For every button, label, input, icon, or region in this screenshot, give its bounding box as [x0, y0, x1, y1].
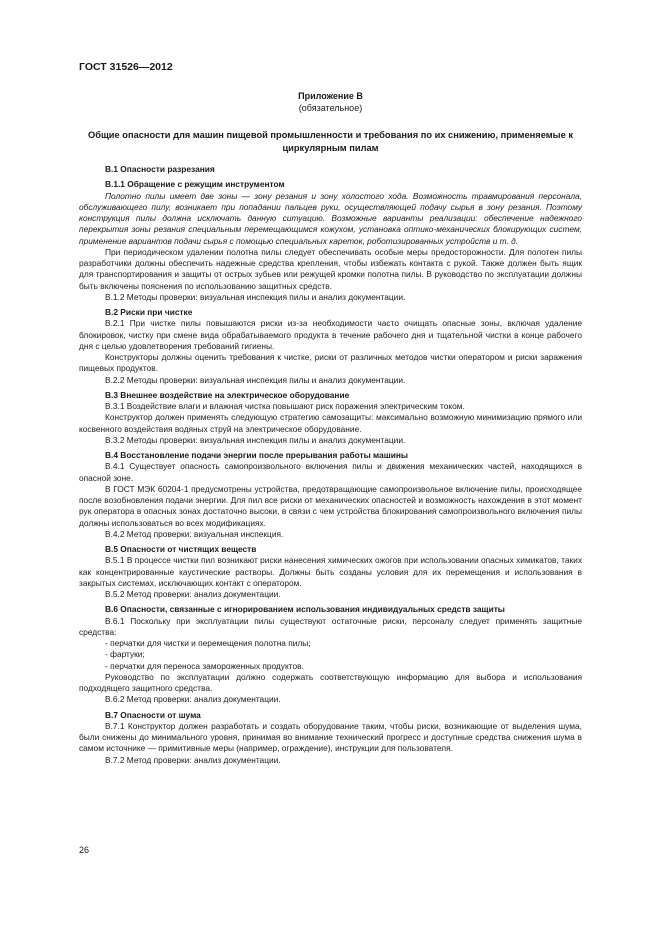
paragraph: В.7.1 Конструктор должен разработать и создать оборудование таким, чтобы риски, возникающие от выделения шума, были снижены до минимального уровня, принимая во внимание технический прогресс и доступные средства снижения шума в самом источнике — примитивные меры (например, ограждение), инструкции для пользователя. [79, 720, 582, 754]
section-heading: В.6 Опасности, связанные с игнорированием использования индивидуальных средств защиты [105, 604, 505, 615]
paragraph: Конструкторы должны оценить требования к чистке, риски от различных методов чистки оператором и риски заражения пищевых продуктов. [79, 352, 582, 374]
paragraph: Руководство по эксплуатации должно содержать соответствующую информацию для выбора и использования подходящего защитного средства. [79, 671, 582, 693]
document-header: ГОСТ 31526—2012 [79, 61, 173, 73]
list-item: - фартуки; [105, 649, 145, 660]
paragraph: В.3.2 Методы проверки: визуальная инспекция пилы и анализ документации. [105, 434, 406, 445]
subsection-heading: В.1.1 Обращение с режущим инструментом [105, 179, 285, 190]
section-heading: В.7 Опасности от шума [105, 709, 201, 720]
paragraph: Полотно пилы имеет две зоны — зону резания и зону холостого хода. Возможность травмирования персонала, обслуживающего пилу, возникает при попадании пальцев руки, осуществляющей подачу сырья в зону резания. Поэтому конструкция пилы должна исключать данную ситуацию. Возможные варианты реализации: обеспечение надежного перекрытия зоны резания специальным перемещающимся кожухом, установка оптико-механических блокирующих систем, применение вариантов подачи сырья с помощью специальных кареток, роботизированных устройств и т. д. [79, 190, 582, 246]
paragraph: В.1.2 Методы проверки: визуальная инспекция пилы и анализ документации. [105, 291, 406, 302]
paragraph: В.6.2 Метод проверки: анализ документации. [105, 694, 281, 705]
list-item: - перчатки для переноса замороженных продуктов. [105, 660, 304, 671]
appendix-label: Приложение В [298, 91, 363, 101]
paragraph: В.2.1 При чистке пилы повышаются риски из-за необходимости часто очищать опасные зоны, включая удаление блокировок, чистку при смене вида обрабатываемого продукта в течение рабочего дня и тщательной чистки в конце рабочего дня с целью удовлетворения требований гигиены. [79, 318, 582, 351]
paragraph: В.2.2 Методы проверки: визуальная инспекция пилы и анализ документации. [105, 374, 406, 385]
paragraph: В.4.2 Метод проверки: визуальная инспекция. [105, 528, 284, 539]
section-heading: В.4 Восстановление подачи энергии после прерывания работы машины [105, 450, 409, 460]
paragraph: В.5.1 В процессе чистки пил возникают риски нанесения химических ожогов при использовании опасных химикатов, таких как концентрированные каустические растворы. Должны быть созданы условия для их перемещения и использования в закрытых системах, исключающих контакт с оператором. [79, 555, 582, 588]
paragraph: В.6.1 Поскольку при эксплуатации пилы существуют остаточные риски, персоналу следует применять защитные средства: [79, 615, 582, 637]
document-body [79, 164, 582, 766]
section-heading: В.3 Внешнее воздействие на электрическое оборудование [105, 389, 350, 400]
paragraph: В.4.1 Существует опасность самопроизвольного включения пилы и движения механических частей, находящихся в опасной зоне. [79, 461, 582, 483]
paragraph: В.7.2 Метод проверки: анализ документации. [105, 754, 281, 765]
paragraph: В.3.1 Воздействие влаги и влажная чистка повышают риск поражения электрическим током. [105, 401, 465, 411]
paragraph: В.5.2 Метод проверки: анализ документации. [105, 589, 281, 599]
section-heading: В.2 Риски при чистке [105, 307, 193, 317]
appendix-title: Общие опасности для машин пищевой промышленности и требования по их снижению, применяемые к циркулярным пилам [87, 130, 573, 153]
section-heading: В.5 Опасности от чистящих веществ [105, 544, 257, 554]
list-item: - перчатки для чистки и перемещения полотна пилы; [105, 638, 311, 648]
section-heading: В.1 Опасности разрезания [105, 164, 215, 174]
paragraph: При периодическом удалении полотна пилы следует обеспечивать особые меры предосторожности. Для полотен пилы разработчики должны обеспечить надежные средства крепления, чтобы избежать контакта с рукой. Также должен быть ящик для транспортирования и защиты от острых зубьев или режущей кромки полотна пилы. В руководство по эксплуатации должны быть включены пояснения по использованию защитных средств. [79, 246, 582, 291]
paragraph: Конструктор должен применять следующую стратегию самозащиты: максимально возможную минимизацию прямого или косвенного воздействия водяных струй на электрическое оборудование. [79, 412, 582, 434]
paragraph: В ГОСТ МЭК 60204-1 предусмотрены устройства, предотвращающие самопроизвольное включение пилы, происходящее после возобновления подачи энергии. Для пил все риски от механических опасностей и возможность нахождения в этот момент рук оператора в опасных зонах достаточно высоки, в связи с чем устройства блокирования самопроизвольного включения пилы должны использоваться во всех модификациях. [79, 483, 582, 528]
page-number: 26 [79, 845, 90, 855]
appendix-status: (обязательное) [298, 103, 363, 113]
